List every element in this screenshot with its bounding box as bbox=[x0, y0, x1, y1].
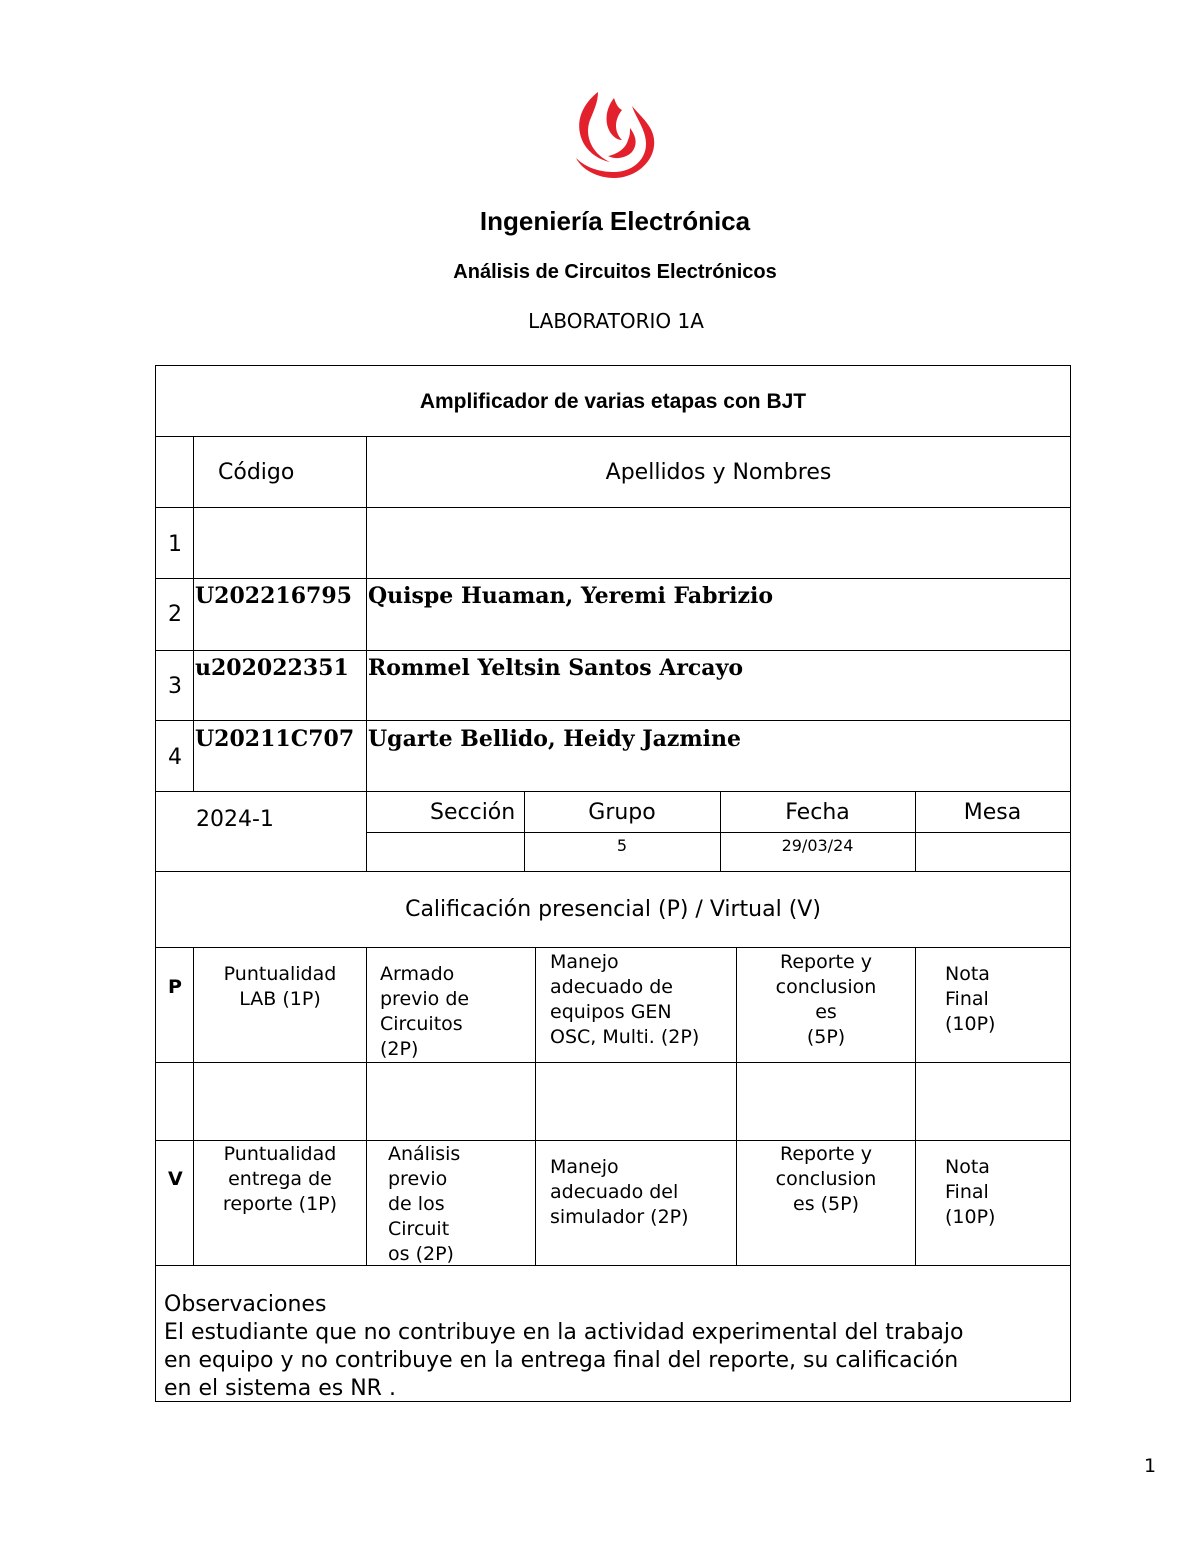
table-title: Amplificador de varias etapas con BJT bbox=[419, 390, 807, 413]
virtual-label: V bbox=[168, 1168, 183, 1190]
table-number-label: Mesa bbox=[963, 800, 1022, 825]
page-number: 1 bbox=[1144, 1455, 1157, 1477]
student-name: Quispe Huaman, Yeremi Fabrizio bbox=[368, 583, 774, 609]
period: 2024-1 bbox=[196, 807, 274, 832]
group-value: 5 bbox=[616, 836, 628, 855]
date-label: Fecha bbox=[785, 800, 850, 825]
student-code: U20211C707 bbox=[195, 726, 355, 752]
criterion-simulator-handling: Manejo adecuado del simulador (2P) bbox=[550, 1156, 689, 1228]
program-title: Ingeniería Electrónica bbox=[479, 206, 751, 236]
date-value: 29/03/24 bbox=[781, 836, 854, 855]
criterion-report-conclusions: Reporte y conclusion es (5P) bbox=[775, 951, 877, 1048]
criterion-circuit-analysis: Análisis previo de los Circuit os (2P) bbox=[388, 1143, 461, 1265]
criterion-punctuality-lab: Puntualidad LAB (1P) bbox=[223, 963, 337, 1010]
student-name: Ugarte Bellido, Heidy Jazmine bbox=[368, 726, 742, 752]
observations-text: El estudiante que no contribuye en la actividad experimental del trabajo en equipo y no contribuye en la entrega final del reporte, su calificación en el sistema es NR . bbox=[164, 1320, 964, 1401]
criterion-equipment-handling: Manejo adecuado de equipos GEN OSC, Multi. (2P) bbox=[550, 951, 700, 1048]
observations-title: Observaciones bbox=[164, 1292, 327, 1317]
row-number: 1 bbox=[168, 532, 182, 557]
criterion-circuit-assembly: Armado previo de Circuitos (2P) bbox=[380, 963, 470, 1060]
code-column-header: Código bbox=[218, 460, 295, 485]
criterion-report-punctuality: Puntualidad entrega de reporte (1P) bbox=[222, 1143, 338, 1215]
criterion-final-grade-virtual: Nota Final (10P) bbox=[945, 1156, 996, 1228]
presential-label: P bbox=[168, 976, 182, 998]
section-label: Sección bbox=[430, 800, 516, 825]
row-number: 2 bbox=[168, 602, 182, 627]
group-label: Grupo bbox=[588, 800, 656, 825]
course-title: Análisis de Circuitos Electrónicos bbox=[453, 261, 777, 283]
row-number: 4 bbox=[168, 745, 182, 770]
criterion-final-grade: Nota Final (10P) bbox=[945, 963, 996, 1035]
student-name: Rommel Yeltsin Santos Arcayo bbox=[368, 655, 744, 681]
lab-title: LABORATORIO 1A bbox=[528, 309, 704, 333]
grading-title: Calificación presencial (P) / Virtual (V) bbox=[405, 897, 821, 922]
university-logo bbox=[570, 88, 660, 180]
flame-logo-icon bbox=[570, 88, 660, 180]
criterion-report-conclusions-virtual: Reporte y conclusion es (5P) bbox=[775, 1143, 877, 1215]
student-code: u202022351 bbox=[195, 655, 349, 681]
student-code: U202216795 bbox=[195, 583, 352, 609]
row-number: 3 bbox=[168, 674, 182, 699]
names-column-header: Apellidos y Nombres bbox=[605, 460, 832, 485]
